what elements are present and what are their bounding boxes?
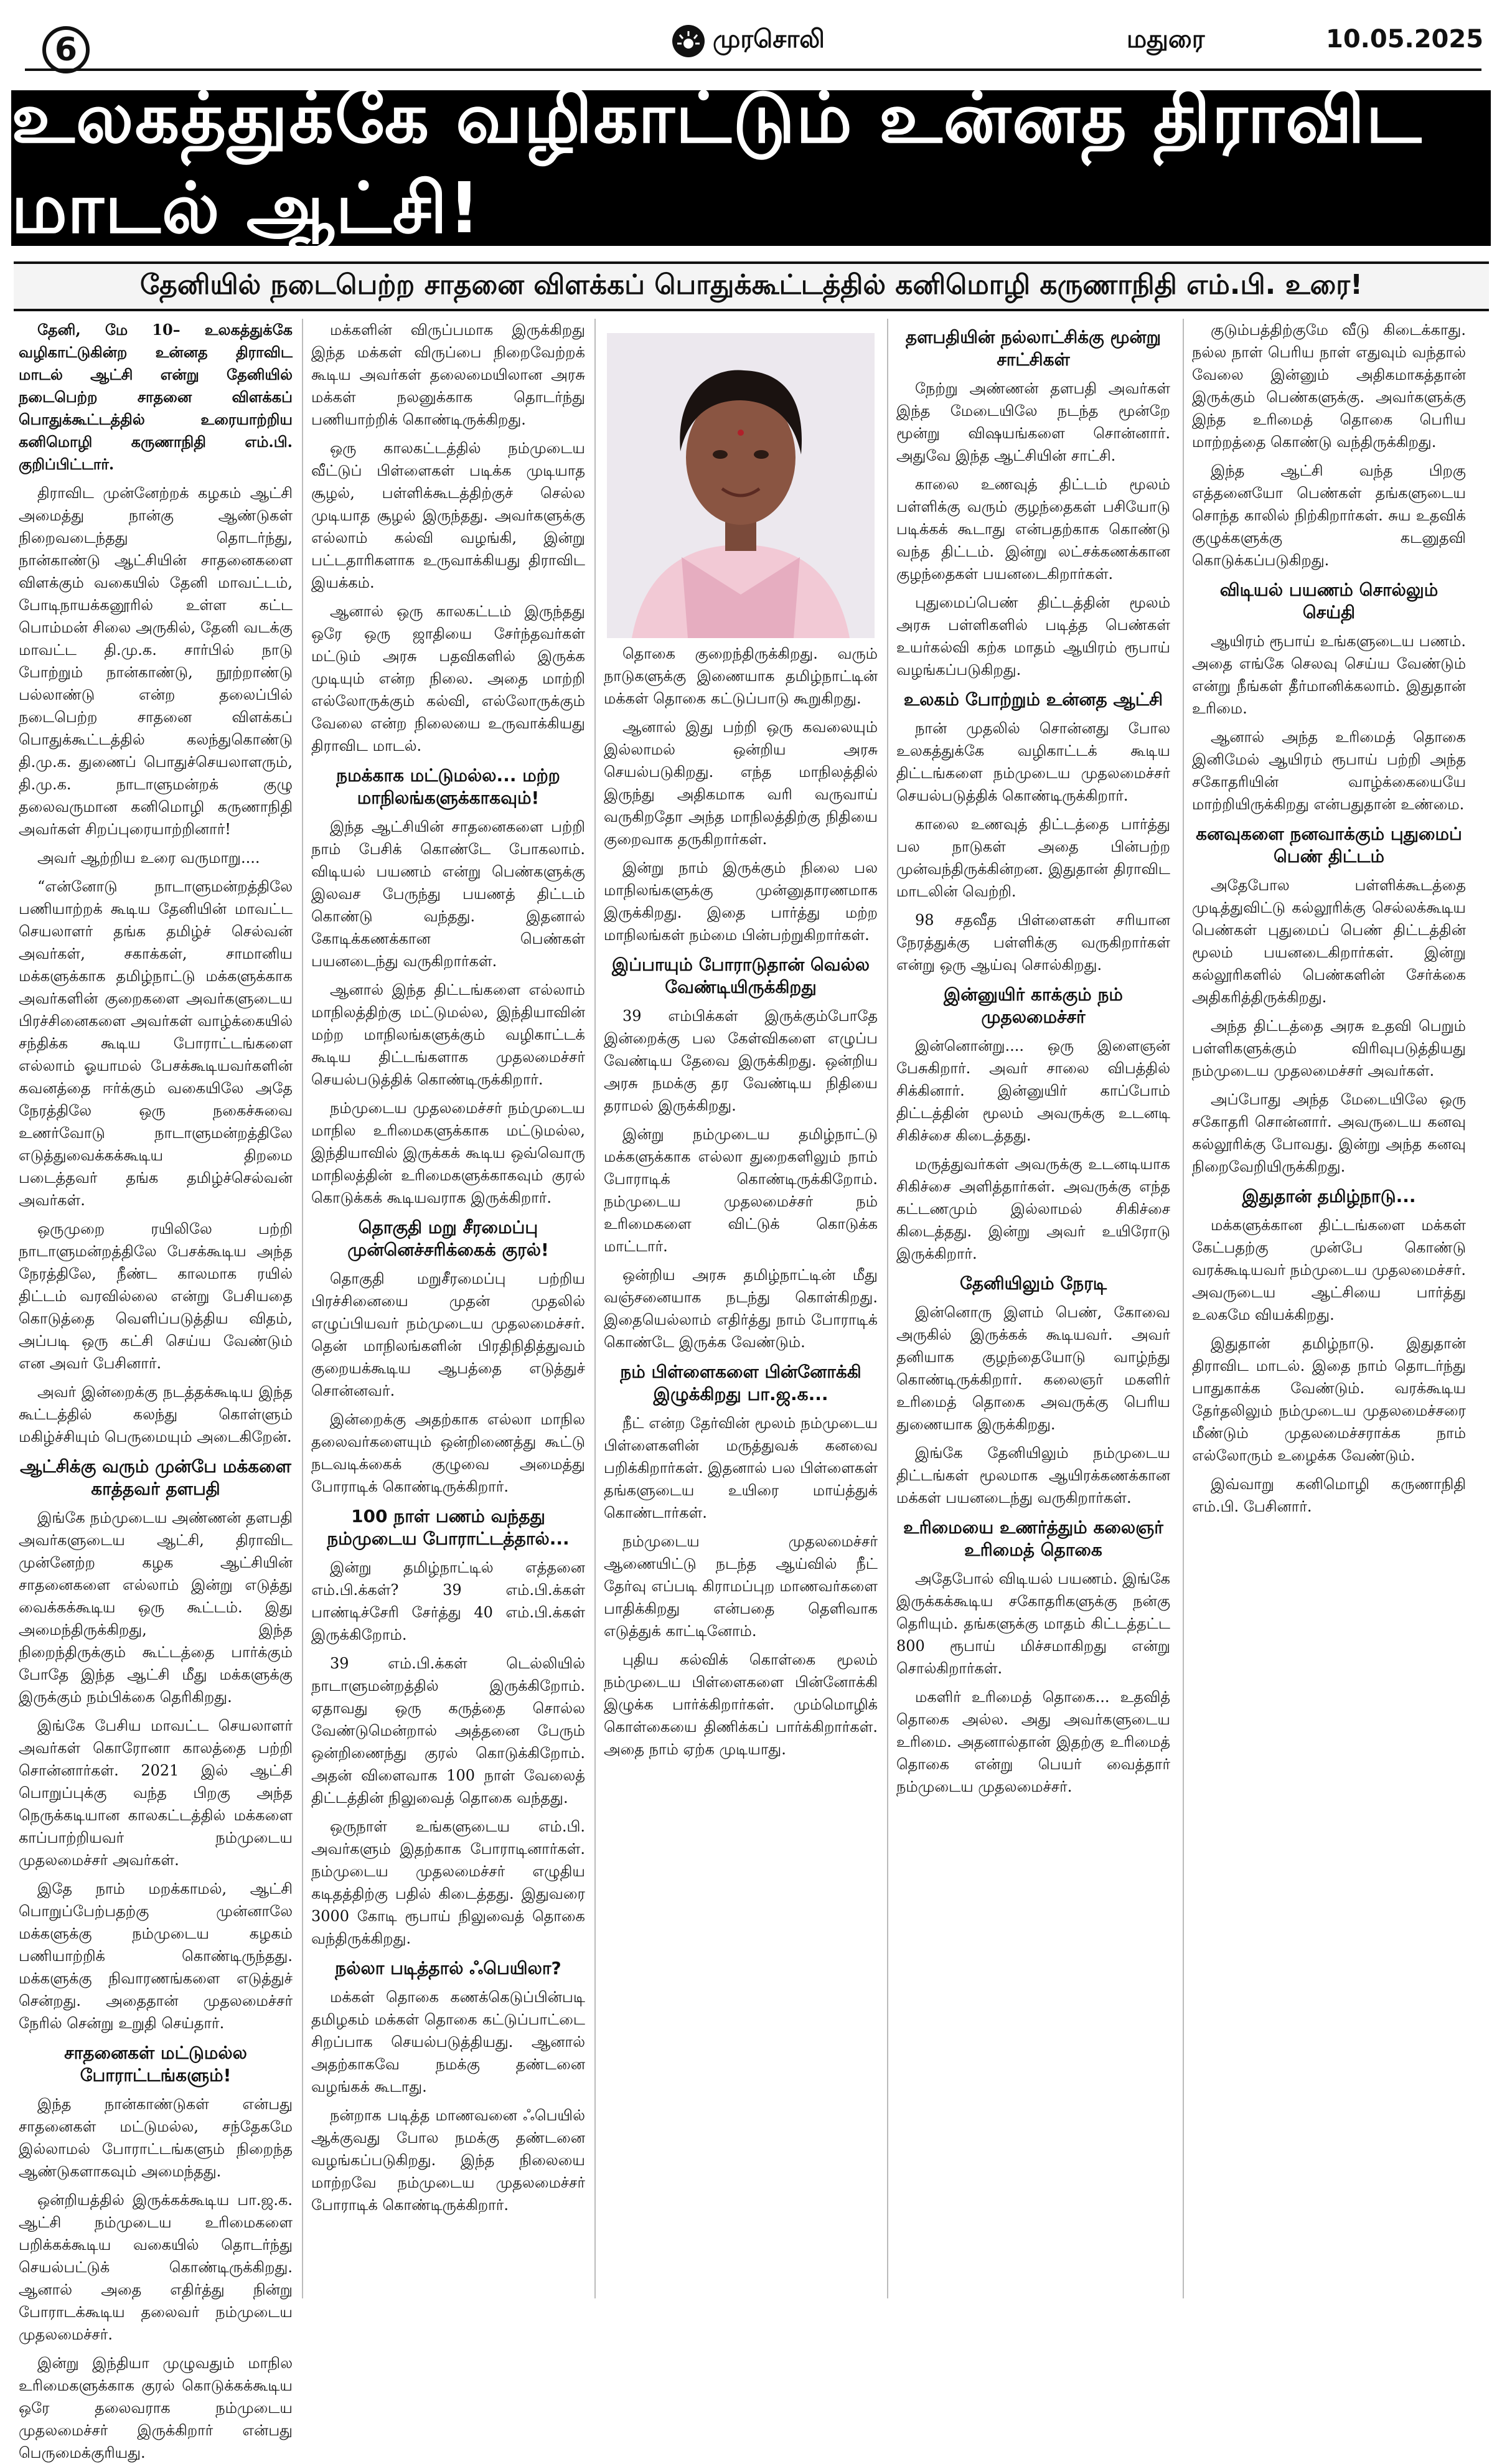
paragraph: குடும்பத்திற்குமே வீடு கிடைக்காது. நல்ல நாள் பெரிய நாள் எதுவும் வந்தால் வேலை இன்னும் அதிகமாகத்தான் இருக்கும் பெண்களுக்கு. அவர்களுக்கு இந்த உரிமைத் தொகை பெரிய மாற்றத்தை கொண்டு வந்திருக்கிறது.	[1192, 321, 1466, 451]
article-column-2	[311, 319, 585, 2298]
column-divider	[594, 319, 596, 2298]
issue-date: 10.05.2025	[1326, 25, 1484, 54]
paragraph: இன்று நம்முடைய தமிழ்நாட்டு மக்களுக்காக எல்லா துறைகளிலும் நாம் போராடிக் கொண்டிருக்கிறோம். நம்முடைய முதலமைச்சர் நம் உரிமைகளை விட்டுக் கொடுக்க மாட்டார்.	[604, 1126, 878, 1255]
paragraph: இதே நாம் மறக்காமல், ஆட்சி பொறுப்பேற்பதற்கு முன்னாலே மக்களுக்கு நம்முடைய கழகம் பணியாற்றிக் கொண்டிருந்தது. மக்களுக்கு நிவாரணங்களை எடுத்துச் சென்றது. அதைதான் முதலமைச்சர் நேரில் சென்று உறுதி செய்தார்.	[19, 1880, 293, 2032]
masthead	[25, 19, 1484, 78]
paragraph: ஆயிரம் ரூபாய் உங்களுடைய பணம். அதை எங்கே செலவு செய்ய வேண்டும் என்று நீங்கள் தீர்மானிக்கலாம். இதுதான் உரிமை.	[1192, 632, 1466, 717]
paragraph: இன்று நாம் இருக்கும் நிலை பல மாநிலங்களுக்கு முன்னுதாரணமாக இருக்கிறது. இதை பார்த்து மற்ற மாநிலங்கள் நம்மை பின்பற்றுகிறார்கள்.	[604, 859, 878, 944]
paragraph: மக்களின் விருப்பமாக இருக்கிறது இந்த மக்கள் விருப்பை நிறைவேற்றக் கூடிய அவர்கள் தலைமையிலான அரசு மக்கள் நலனுக்காக தொடர்ந்து பணியாற்றிக் கொண்டிருக்கிறது.	[311, 321, 585, 428]
paragraph: அவர் இன்றைக்கு நடத்தக்கூடிய இந்த கூட்டத்தில் கலந்து கொள்ளும் மகிழ்ச்சியும் பெருமையும் அடைகிறேன்.	[19, 1383, 293, 1446]
paragraph: இதுதான் தமிழ்நாடு. இதுதான் திராவிட மாடல். இதை நாம் தொடர்ந்து பாதுகாக்க வேண்டும். வரக்கூடிய தேர்தலிலும் நம்முடைய முதலமைச்சரை மீண்டும் முதலமைச்சராக்க நாம் எல்லோரும் உழைக்க வேண்டும்.	[1192, 1335, 1466, 1464]
article-column-3	[604, 319, 878, 2298]
paragraph: 39 எம்.பி.க்கள் டெல்லியில் நாடாளுமன்றத்தில் இருக்கிறோம். ஏதாவது ஒரு கருத்தை சொல்ல வேண்டுமென்றால் அத்தனை பேரும் ஒன்றிணைந்து குரல் கொடுக்கிறோம். அதன் விளைவாக 100 நாள் வேலைத் திட்டத்தின் நிலுவைத் தொகை வந்தது.	[311, 1655, 585, 1807]
paragraph: காலை உணவுத் திட்டத்தை பார்த்து பல நாடுகள் அதை பின்பற்ற முன்வந்திருக்கின்றன. இதுதான் திராவிட மாடலின் வெற்றி.	[896, 816, 1170, 900]
paragraph: இந்த ஆட்சியின் சாதனைகளை பற்றி நாம் பேசிக் கொண்டே போகலாம். விடியல் பயணம் என்று பெண்களுக்கு இலவச பேருந்து பயணத் திட்டம் கொண்டு வந்தது. இதனால் கோடிக்கணக்கான பெண்கள் பயனடைந்து வருகிறார்கள்.	[311, 818, 585, 970]
paragraph: இன்றைக்கு அதற்காக எல்லா மாநில தலைவர்களையும் ஒன்றிணைத்து கூட்டு நடவடிக்கைக் குழுவை அமைத்து போராடிக் கொண்டிருக்கிறார்.	[311, 1411, 585, 1495]
section-heading: தொகுதி மறு சீரமைப்பு முன்னெச்சரிக்கைக் குரல்!	[347, 1217, 549, 1260]
section-heading: இதுதான் தமிழ்நாடு...	[1242, 1186, 1416, 1206]
article-column-4	[896, 319, 1170, 2298]
article-column-1	[19, 319, 293, 2462]
section-heading: நம் பிள்ளைகளை பின்னோக்கி இழுக்கிறது பா.ஜ.க...	[620, 1361, 861, 1404]
section-heading: இப்பாயும் போராடுதான் வெல்ல வேண்டியிருக்கிறது	[611, 954, 870, 997]
subheadline: தேனியில் நடைபெற்ற சாதனை விளக்கப் பொதுக்கூட்டத்தில் கனிமொழி கருணாநிதி எம்.பி. உரை!	[139, 268, 1363, 301]
column-divider	[1183, 319, 1184, 2298]
rising-sun-icon	[672, 25, 705, 57]
paragraph: ஆனால் இது பற்றி ஒரு கவலையும் இல்லாமல் ஒன்றிய அரசு செயல்படுகிறது. எந்த மாநிலத்தில் இருந்து அதிகமாக வரி வருவாய் வருகிறதோ அந்த மாநிலத்திற்கு நிதியை குறைவாக தருகிறார்கள்.	[604, 718, 878, 848]
paragraph: 98 சதவீத பிள்ளைகள் சரியான நேரத்துக்கு பள்ளிக்கு வருகிறார்கள் என்று ஒரு ஆய்வு சொல்கிறது.	[896, 911, 1170, 974]
paragraph: ஒன்றிய அரசு தமிழ்நாட்டின் மீது வஞ்சனையாக நடந்து கொள்கிறது. இதையெல்லாம் எதிர்த்து நாம் போராடிக் கொண்டே இருக்க வேண்டும்.	[604, 1266, 878, 1351]
paragraph: இன்னொரு இளம் பெண், கோவை அருகில் இருக்கக் கூடியவர். அவர் தனியாக குழந்தையோடு வாழ்ந்து கொண்டிருக்கிறார். கலைஞர் மகளிர் உரிமைத் தொகை அவருக்கு பெரிய துணையாக இருக்கிறது.	[896, 1304, 1170, 1433]
article-column-5	[1192, 319, 1466, 2298]
photo-spacer	[604, 319, 878, 642]
section-heading: 100 நாள் பணம் வந்தது நம்முடைய போராட்டத்தால்...	[327, 1506, 570, 1549]
paragraph: இன்று இந்தியா முழுவதும் மாநில உரிமைகளுக்காக குரல் கொடுக்கக்கூடிய ஒரே தலைவராக நம்முடைய முதலமைச்சர் இருக்கிறார் என்பது பெருமைக்குரியது.	[19, 2354, 293, 2462]
section-heading: கனவுகளை நனவாக்கும் புதுமைப் பெண் திட்டம்	[1196, 824, 1462, 867]
paper-name: முரசொலி	[713, 25, 825, 54]
paragraph: இந்த ஆட்சி வந்த பிறகு எத்தனையோ பெண்கள் தங்களுடைய சொந்த காலில் நிற்கிறார்கள். சுய உதவிக் குழுக்களுக்கு கடனுதவி கொடுக்கப்படுகிறது.	[1192, 462, 1466, 569]
paragraph: அப்போது அந்த மேடையிலே ஒரு சகோதரி சொன்னார். அவருடைய கனவு கல்லூரிக்கு போவது. இன்று அந்த கனவு நிறைவேறியிருக்கிறது.	[1192, 1091, 1466, 1175]
paragraph: மகளிர் உரிமைத் தொகை... உதவித் தொகை அல்ல. அது அவர்களுடைய உரிமை. அதனால்தான் இதற்கு உரிமைத் தொகை என்று பெயர் வைத்தார் நம்முடைய முதலமைச்சர்.	[896, 1688, 1170, 1795]
edition-city: மதுரை	[1127, 25, 1205, 54]
paragraph: மக்களுக்கான திட்டங்களை மக்கள் கேட்பதற்கு முன்பே கொண்டு வரக்கூடியவர் நம்முடைய முதலமைச்சர். அவருடைய ஆட்சியை பார்த்து உலகமே வியக்கிறது.	[1192, 1216, 1466, 1324]
paragraph: ஆனால் ஒரு காலகட்டம் இருந்தது ஒரே ஒரு ஜாதியை சேர்ந்தவர்கள் மட்டும் அரசு பதவிகளில் இருக்க முடியும் என்ற நிலை. அதை மாற்றி எல்லோருக்கும் கல்வி, எல்லோருக்கும் வேலை என்ற நிலையை உருவாக்கியது திராவிட மாடல்.	[311, 603, 585, 755]
section-heading: விடியல் பயணம் சொல்லும் செய்தி	[1219, 580, 1439, 623]
paragraph: இன்னொன்று.... ஒரு இளைஞன் பேசுகிறார். அவர் சாலை விபத்தில் சிக்கினார். இன்னுயிர் காப்போம் திட்டத்தின் மூலம் அவருக்கு உடனடி சிகிச்சை கிடைத்தது.	[896, 1037, 1170, 1144]
paragraph: நன்றாக படித்த மாணவனை ஃபெயில் ஆக்குவது போல நமக்கு தண்டனை வழங்கப்படுகிறது. இந்த நிலையை மாற்றவே நம்முடைய முதலமைச்சர் போராடிக் கொண்டிருக்கிறார்.	[311, 2107, 585, 2214]
page-number: 6	[42, 26, 90, 73]
section-heading: இன்னுயிர் காக்கும் நம் முதலமைச்சர்	[944, 984, 1123, 1027]
column-divider	[887, 319, 888, 2298]
section-heading: நமக்காக மட்டுமல்ல... மற்ற மாநிலங்களுக்காகவும்!	[336, 765, 560, 808]
paragraph: இந்த நான்காண்டுகள் என்பது சாதனைகள் மட்டுமல்ல, சந்தேகமே இல்லாமல் போராட்டங்களும் நிறைந்த ஆண்டுகளாகவும் அமைந்தது.	[19, 2095, 293, 2180]
paragraph: மக்கள் தொகை கணக்கெடுப்பின்படி தமிழகம் மக்கள் தொகை கட்டுப்பாட்டை சிறப்பாக செயல்படுத்தியது. ஆனால் அதற்காகவே நமக்கு தண்டனை வழங்கக் கூடாது.	[311, 1988, 585, 2095]
paragraph: “என்னோடு நாடாளுமன்றத்திலே பணியாற்றக் கூடிய தேனியின் மாவட்ட செயலாளர் தங்க தமிழ்ச் செல்வன் அவர்கள், சகாக்கள், சாமானிய மக்களுக்காக தமிழ்நாட்டு மக்களுக்காக அவர்களின் குறைகளை அவர்களுடைய பிரச்சினைகளை அவர்கள் வாழ்க்கையில் சந்திக்க கூடிய போராட்டங்களை எல்லாம் ஓயாமல் பேசக்கூடியவர்களின் கவனத்தை ஈர்க்கும் வகையிலே அதே நேரத்திலே ஒரு நகைச்சுவை உணர்வோடு நாடாளுமன்றத்திலே எடுத்துவைக்கக்கூடிய திறமை படைத்தவர் தங்க தமிழ்ச்செல்வன் அவர்கள்.	[19, 878, 293, 1209]
main-headline-banner	[11, 78, 1491, 249]
section-heading: உலகம் போற்றும் உன்னத ஆட்சி	[903, 689, 1163, 710]
paragraph: இங்கே பேசிய மாவட்ட செயலாளர் அவர்கள் கொரோனா காலத்தை பற்றி சொன்னார்கள். 2021 இல் ஆட்சி பொறுப்புக்கு வந்த பிறகு அந்த நெருக்கடியான காலகட்டத்தில் மக்களை காப்பாற்றியவர் நம்முடைய முதலமைச்சர் அவர்கள்.	[19, 1717, 293, 1869]
paragraph: தொகை குறைந்திருக்கிறது. வரும் நாடுகளுக்கு இணையாக தமிழ்நாட்டின் மக்கள் தொகை கட்டுப்பாடு கூறுகிறது.	[604, 645, 878, 707]
section-heading: ஆட்சிக்கு வரும் முன்பே மக்களை காத்தவர் தளபதி	[20, 1456, 291, 1499]
paragraph: திராவிட முன்னேற்றக் கழகம் ஆட்சி அமைத்து நான்கு ஆண்டுகள் நிறைவடைந்தது தொடர்ந்து, நான்காண்டு ஆட்சியின் சாதனைகளை விளக்கும் வகையில் தேனி மாவட்டம், போடிநாயக்கனூரில் உள்ள கட்ட பொம்மன் சிலை அருகில், தேனி வடக்கு மாவட்ட தி.மு.க. சார்பில் நாடு போற்றும் நான்காண்டு, நூற்றாண்டு பல்லாண்டு என்ற தலைப்பில் நடைபெற்ற சாதனை விளக்கப் பொதுக்கூட்டத்தில் கலந்துகொண்டு தி.மு.க. துணைப் பொதுச்செயலாளரும், தி.மு.க. நாடாளுமன்றக் குழு தலைவருமான கனிமொழி கருணாநிதி அவர்கள் சிறப்புரையாற்றினார்!	[19, 484, 293, 838]
main-headline: உலகத்துக்கே வழிகாட்டும் உன்னத திராவிட மாடல் ஆட்சி!	[11, 78, 1423, 249]
section-heading: நல்லா படித்தால் ஃபெயிலா?	[335, 1958, 561, 1978]
paragraph: அவர் ஆற்றிய உரை வருமாறு....	[37, 849, 260, 867]
paragraph: ஆனால் அந்த உரிமைத் தொகை இனிமேல் ஆயிரம் ரூபாய் பற்றி அந்த சகோதரியின் வாழ்க்கையையே மாற்றியிருக்கிறது என்பதுதான் உண்மை.	[1192, 728, 1466, 813]
paragraph: மருத்துவர்கள் அவருக்கு உடனடியாக சிகிச்சை அளித்தார்கள். அவருக்கு எந்த கட்டணமும் இல்லாமல் சிகிச்சை கிடைத்தது. இன்று அவர் உயிரோடு இருக்கிறார்.	[896, 1155, 1170, 1263]
paragraph: நம்முடைய முதலமைச்சர் நம்முடைய மாநில உரிமைகளுக்காக மட்டுமல்ல, இந்தியாவில் இருக்கக் கூடிய ஒவ்வொரு மாநிலத்தின் உரிமைகளுக்காகவும் குரல் கொடுக்கக் கூடியவராக இருக்கிறார்.	[311, 1099, 585, 1206]
paragraph: ஆனால் இந்த திட்டங்களை எல்லாம் மாநிலத்திற்கு மட்டுமல்ல, இந்தியாவின் மற்ற மாநிலங்களுக்கும் வழிகாட்டக் கூடிய திட்டங்களாக முதலமைச்சர் செயல்படுத்திக் கொண்டிருக்கிறார்.	[311, 981, 585, 1088]
paragraph: காலை உணவுத் திட்டம் மூலம் பள்ளிக்கு வரும் குழந்தைகள் பசியோடு படிக்கக் கூடாது என்பதற்காக கொண்டு வந்த திட்டம். இன்று லட்சக்கணக்கான குழந்தைகள் பயனடைகிறார்கள்.	[896, 476, 1170, 583]
paragraph: தொகுதி மறுசீரமைப்பு பற்றிய பிரச்சினையை முதன் முதலில் எழுப்பியவர் நம்முடைய முதலமைச்சர். தென் மாநிலங்களின் பிரதிநிதித்துவம் குறையக்கூடிய ஆபத்தை எடுத்துச் சொன்னவர்.	[311, 1270, 585, 1399]
paragraph: நம்முடைய முதலமைச்சர் ஆணையிட்டு நடந்த ஆய்வில் நீட் தேர்வு எப்படி கிராமப்புற மாணவர்களை பாதிக்கிறது என்பதை தெளிவாக எடுத்துக் காட்டினோம்.	[604, 1533, 878, 1640]
paragraph: நான் முதலில் சொன்னது போல உலகத்துக்கே வழிகாட்டக் கூடிய திட்டங்களை நம்முடைய முதலமைச்சர் செயல்படுத்திக் கொண்டிருக்கிறார்.	[896, 720, 1170, 804]
paragraph: புதுமைப்பெண் திட்டத்தின் மூலம் அரசு பள்ளிகளில் படித்த பெண்கள் உயர்கல்வி கற்க மாதம் ஆயிரம் ரூபாய் வழங்கப்படுகிறது.	[896, 594, 1170, 679]
masthead-rule	[25, 68, 1481, 71]
paragraph: நீட் என்ற தேர்வின் மூலம் நம்முடைய பிள்ளைகளின் மருத்துவக் கனவை பறிக்கிறார்கள். இதனால் பல பிள்ளைகள் தங்களுடைய உயிரை மாய்த்துக் கொண்டார்கள்.	[604, 1414, 878, 1521]
paragraph: ஒன்றியத்தில் இருக்கக்கூடிய பா.ஜ.க. ஆட்சி நம்முடைய உரிமைகளை பறிக்கக்கூடிய வகையில் தொடர்ந்து செயல்பட்டுக் கொண்டிருக்கிறது. ஆனால் அதை எதிர்த்து நின்று போராடக்கூடிய தலைவர் நம்முடைய முதலமைச்சர்.	[19, 2191, 293, 2343]
paragraph: புதிய கல்விக் கொள்கை மூலம் நம்முடைய பிள்ளைகளை பின்னோக்கி இழுக்க பார்க்கிறார்கள். மும்மொழிக் கொள்கையை திணிக்கப் பார்க்கிறார்கள். அதை நாம் ஏற்க முடியாது.	[604, 1651, 878, 1758]
section-heading: சாதனைகள் மட்டுமல்ல போராட்டங்களும்!	[64, 2043, 247, 2085]
paragraph: ஒருநாள் உங்களுடைய எம்.பி. அவர்களும் இதற்காக போராடினார்கள். நம்முடைய முதலமைச்சர் எழுதிய கடிதத்திற்கு பதில் கிடைத்தது. இதுவரை 3000 கோடி ரூபாய் நிலுவைத் தொகை வந்திருக்கிறது.	[311, 1818, 585, 1947]
paragraph: 39 எம்பிக்கள் இருக்கும்போதே இன்றைக்கு பல கேள்விகளை எழுப்ப வேண்டிய தேவை இருக்கிறது. ஒன்றிய அரசு நமக்கு தர வேண்டிய நிதியை தராமல் இருக்கிறது.	[604, 1007, 878, 1114]
section-heading: உரிமையை உணர்த்தும் கலைஞர் உரிமைத் தொகை	[903, 1517, 1163, 1560]
article-lead: தேனி, மே 10– உலகத்துக்கே வழிகாட்டுகின்ற உன்னத திராவிட மாடல் ஆட்சி என்று தேனியில் நடைபெற்ற சாதனை விளக்கப் பொதுக்கூட்டத்தில் உரையாற்றிய கனிமொழி கருணாநிதி எம்.பி. குறிப்பிட்டார்.	[19, 321, 293, 473]
paragraph: ஒரு காலகட்டத்தில் நம்முடைய வீட்டுப் பிள்ளைகள் படிக்க முடியாத சூழல், பள்ளிக்கூடத்திற்குச் செல்ல முடியாத சூழல் இருந்தது. அவர்களுக்கு எல்லாம் கல்வி வழங்கி, இன்று பட்டதாரிகளாக உருவாக்கியது திராவிட இயக்கம்.	[311, 440, 585, 591]
paragraph: இங்கே நம்முடைய அண்ணன் தளபதி அவர்களுடைய ஆட்சி, திராவிட முன்னேற்ற கழக ஆட்சியின் சாதனைகளை எல்லாம் இன்று எடுத்து வைக்கக்கூடிய ஒரு கூட்டம். இது அமைந்திருக்கிறது, இந்த நிறைந்திருக்கும் கூட்டத்தை பார்க்கும் போதே இந்த ஆட்சி மீது மக்களுக்கு இருக்கும் நம்பிக்கை தெரிகிறது.	[19, 1509, 293, 1706]
paragraph: ஒருமுறை ரயிலிலே பற்றி நாடாளுமன்றத்திலே பேசக்கூடிய அந்த நேரத்திலே, நீண்ட காலமாக ரயில் திட்டம் வரவில்லை என்று பேசியதை கொடுத்தை வெளிப்படுத்திய விதம், அப்படி ஒரு கட்சி செய்ய வேண்டும் என அவர் பேசினார்.	[19, 1220, 293, 1372]
section-heading: தளபதியின் நல்லாட்சிக்கு மூன்று சாட்சிகள்	[905, 327, 1162, 370]
paragraph: இன்று தமிழ்நாட்டில் எத்தனை எம்.பி.க்கள்? 39 எம்.பி.க்கள் பாண்டிச்சேரி சேர்த்து 40 எம்.பி.க்கள் இருக்கிறோம்.	[311, 1559, 585, 1643]
paragraph: நேற்று அண்ணன் தளபதி அவர்கள் இந்த மேடையிலே நடந்த மூன்றே மூன்று விஷயங்களை சொன்னார். அதுவே இந்த ஆட்சியின் சாட்சி.	[896, 380, 1170, 464]
section-heading: தேனியிலும் நேரடி	[959, 1273, 1107, 1294]
paragraph: அதேபோல் விடியல் பயணம். இங்கே இருக்கக்கூடிய சகோதரிகளுக்கு நன்கு தெரியும். தங்களுக்கு மாதம் கிட்டத்தட்ட 800 ரூபாய் மிச்சமாகிறது என்று சொல்கிறார்கள்.	[896, 1570, 1170, 1677]
paragraph: இங்கே தேனியிலும் நம்முடைய திட்டங்கள் மூலமாக ஆயிரக்கணக்கான மக்கள் பயனடைந்து வருகிறார்கள்.	[896, 1444, 1170, 1507]
column-divider	[302, 319, 303, 2298]
paragraph: அந்த திட்டத்தை அரசு உதவி பெறும் பள்ளிகளுக்கும் விரிவுபடுத்தியது நம்முடைய முதலமைச்சர் அவர்கள்.	[1192, 1017, 1466, 1079]
subheadline-bar	[14, 261, 1489, 311]
paragraph: இவ்வாறு கனிமொழி கருணாநிதி எம்.பி. பேசினார்.	[1192, 1475, 1466, 1515]
paragraph: அதேபோல பள்ளிக்கூடத்தை முடித்துவிட்டு கல்லூரிக்கு செல்லக்கூடிய பெண்கள் புதுமைப் பெண் திட்டத்தின் மூலம் பயனடைகிறார்கள். இன்று கல்லூரிகளில் பெண்களின் சேர்க்கை அதிகரித்திருக்கிறது.	[1192, 877, 1466, 1006]
